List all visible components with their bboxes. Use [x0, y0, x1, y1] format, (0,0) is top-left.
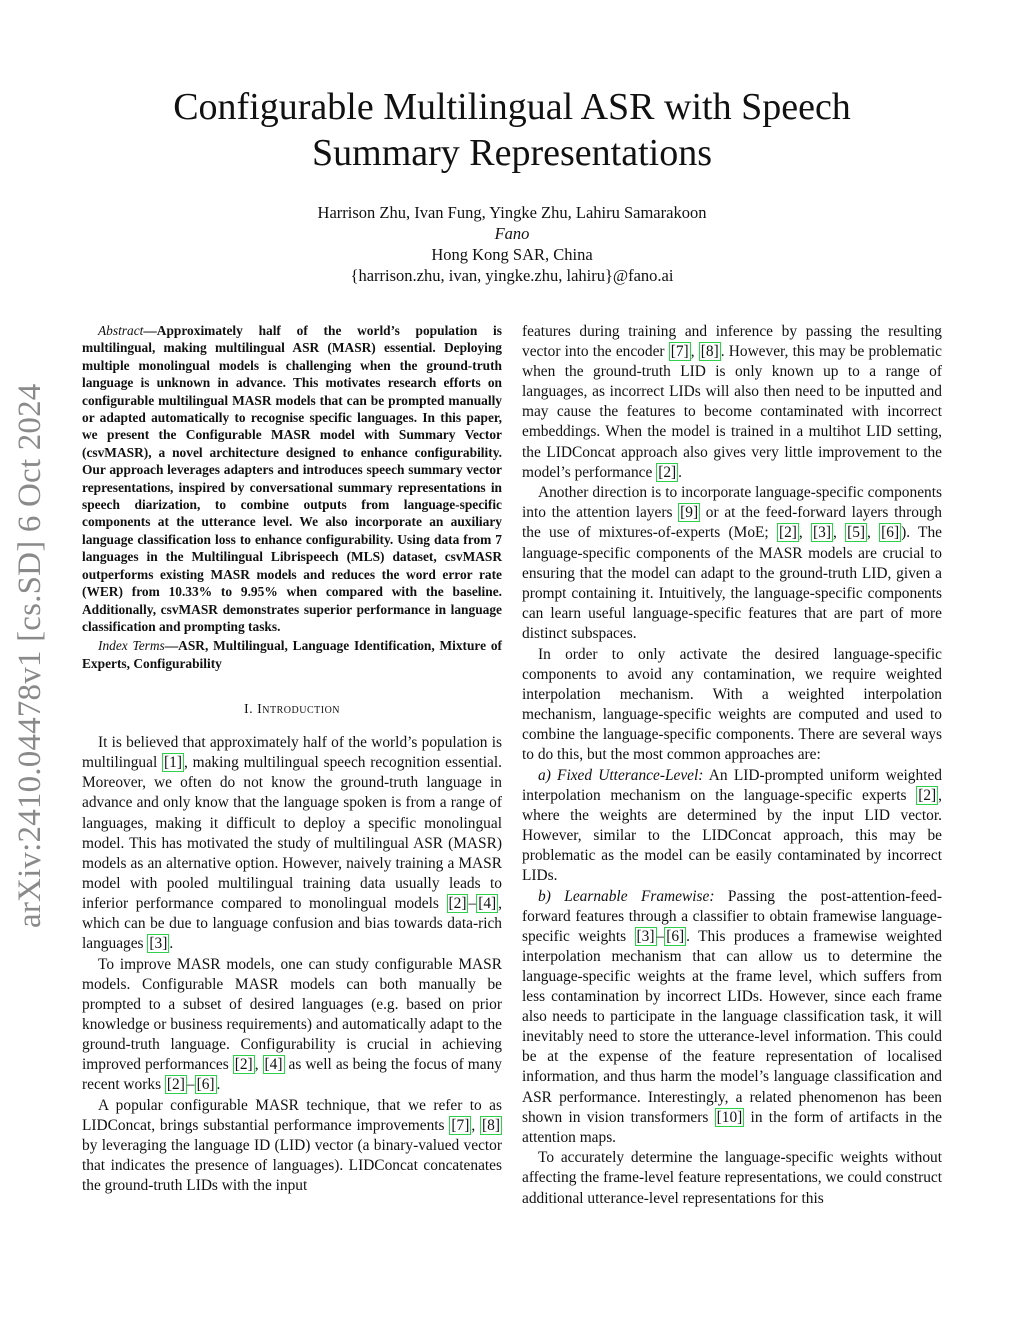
citation-link[interactable]: [4] — [478, 894, 497, 912]
paragraph-text: , — [832, 524, 846, 542]
paragraph-text: . However, this may be problematic when the ground-truth LID is only known up to a range of languages, as incorrect LIDs will also then need to be inputted and may cause the features to become contaminated with incorrect embeddings. When the model is trained in a multihot LID setting, the LIDConcat approach also gives very little improvement to the model’s performance — [522, 343, 942, 481]
paragraph-text: It is believed that approximately half of the world’s population is multilingual — [82, 734, 502, 772]
citation-link[interactable]: [6] — [881, 524, 900, 542]
section-heading-introduction — [82, 702, 502, 718]
body-paragraph — [522, 483, 942, 644]
paragraph-text: – — [656, 927, 665, 945]
citation-link[interactable]: [7] — [451, 1116, 470, 1134]
body-paragraph — [522, 322, 942, 483]
section-title: Introduction — [257, 702, 341, 718]
citation-link[interactable]: [9] — [680, 504, 699, 522]
paragraph-text: – — [186, 1076, 195, 1094]
body-paragraph — [82, 955, 502, 1096]
abstract-label: Abstract — [98, 323, 144, 338]
body-paragraph — [82, 1096, 502, 1196]
paragraph-text: . — [678, 463, 682, 481]
citation-link[interactable]: [6] — [666, 927, 685, 945]
paragraph-text: To accurately determine the language-specific weights without affecting the frame-level feature representations, we could construct additional utterance-level representations for this — [522, 1149, 942, 1207]
left-column — [82, 322, 502, 1197]
citation-link[interactable]: [3] — [149, 935, 168, 953]
citation-link[interactable]: [2] — [658, 463, 677, 481]
paragraph-text: Another direction is to incorporate language-specific components into the attention layers — [522, 484, 942, 522]
paragraph-text: in the form of artifacts in the attention maps. — [522, 1108, 943, 1146]
paragraph-text: ). The language-specific components of the MASR models are crucial to ensuring that the model can adapt to the ground-truth LID, given a prompt containing it. Intuitively, the language-specific components can learn useful language-specific features that are part of more distinct subspaces. — [522, 524, 942, 642]
citation-link[interactable]: [8] — [482, 1116, 500, 1134]
paragraph-text: , making multilingual speech recognition essential. Moreover, we often do not know the ground-truth language in advance and only know that the language spoken is from a range of languages, making it difficult to deploy a specific monolingual model. This has motivated the study of multilingual ASR (MASR) models as an alternative option. However, naively training a MASR model with pooled multilingual training data usually leads to inferior performance compared to monolingual models — [82, 754, 502, 912]
body-paragraph — [82, 733, 502, 954]
paragraph-text: A popular configurable MASR technique, that we refer to as LIDConcat, brings substantial performance improvements — [82, 1096, 502, 1134]
abstract — [82, 322, 502, 635]
body-paragraph — [522, 887, 942, 1148]
author-names: Harrison Zhu, Ivan Fung, Yingke Zhu, Lahiru Samarakoon — [317, 203, 707, 222]
citation-link[interactable]: [3] — [636, 927, 655, 945]
body-paragraph — [522, 766, 942, 887]
paragraph-text: . This produces a framewise weighted interpolation mechanism that can allow us to determine the language-specific weights at the frame level, which suffers from less contamination by incorrect LIDs. However, since each frame also needs to participate in the language classification task, it will inevitably need to store the utterance-level information. This could be at the expense of the feature representation of localised information, and thus harm the model’s language classification and ASR performance. Interestingly, a related phenomenon has been shown in vision transformers — [522, 927, 942, 1126]
paragraph-text: features during training and inference by passing the resulting vector into the encoder — [522, 323, 942, 361]
citation-link[interactable]: [2] — [778, 524, 797, 542]
paragraph-text: . — [216, 1076, 221, 1094]
paragraph-text: , — [798, 524, 812, 542]
paragraph-text: , — [690, 343, 699, 361]
citation-link[interactable]: [10] — [716, 1108, 743, 1126]
paragraph-text: An LID-prompted uniform weighted interpolation mechanism on the language-specific experts — [522, 766, 943, 804]
paragraph-text: , where the weights are determined by the input LID vector. However, similar to the LIDConcat approach, this may be problematic as the model can be easily contaminated by incorrect LIDs. — [522, 786, 942, 885]
citation-link[interactable]: [1] — [164, 754, 182, 772]
body-paragraph — [522, 645, 942, 766]
author-block — [80, 202, 944, 286]
paragraph-text: In order to only activate the desired language-specific components to avoid any contamination, we require weighted interpolation mechanism. With a weighted interpolation mechanism, language-specific weights are computed and used to combine the language-specific components. There are several ways to do this, but the most common approaches are: — [522, 645, 942, 763]
paragraph-text: , which can be due to language confusion and bias towards data-rich languages — [82, 894, 502, 953]
section-numeral: I. — [243, 702, 254, 718]
run-in-heading: b) Learnable Framewise: — [538, 887, 715, 905]
citation-link[interactable]: [8] — [700, 343, 719, 361]
citation-link[interactable]: [2] — [166, 1076, 185, 1094]
paragraph-text: as well as being the focus of many recent works — [82, 1056, 502, 1094]
paragraph-text: or at the feed-forward layers through the use of mixtures-of-experts (MoE; — [522, 504, 942, 542]
index-terms — [82, 637, 502, 672]
citation-link[interactable]: [4] — [264, 1056, 283, 1074]
right-body-text — [522, 322, 942, 1209]
abstract-text: —Approximately half of the world’s population is multilingual, making multilingual ASR (MASR) essential. Deploying multiple monolingual models is challenging when the ground-truth language is unknown in advance. This motivates research efforts on configurable multilingual MASR models that can be prompted manually or adapted automatically to recognise specific languages. In this paper, we present the Configurable MASR model with Summary Vector (csvMASR), a novel architecture designed to enhance configurability. Our approach leverages adapters and introduces speech summary vector representations, inspired by conversational summary representations in speech diarization, to combine outputs from language-specific components at the utterance level. We also incorporate an auxiliary language classification loss to enhance configurability. Using data from 7 languages in the Multilingual Librispeech (MLS) dataset, csvMASR outperforms existing MASR models and reduces the word error rate (WER) from 10.33% to 9.95% when compared with the baseline. Additionally, csvMASR demonstrates superior performance in language classification and prompting tasks. — [82, 323, 502, 634]
paragraph-text: , — [471, 1116, 481, 1134]
paper-title — [80, 84, 944, 176]
title-line-2: Summary Representations — [312, 132, 712, 174]
index-terms-text: —ASR, Multilingual, Language Identification, Mixture of Experts, Configurability — [82, 638, 503, 671]
citation-link[interactable]: [2] — [234, 1056, 253, 1074]
index-terms-label: Index Terms — [98, 638, 165, 654]
paragraph-text: by leveraging the language ID (LID) vector (a binary-valued vector that indicates the presence of languages). LIDConcat concatenates the ground-truth LIDs with the input — [82, 1137, 502, 1195]
affiliation: Fano — [494, 224, 530, 243]
title-line-1: Configurable Multilingual ASR with Speech — [173, 86, 851, 128]
run-in-heading: a) Fixed Utterance-Level: — [538, 766, 704, 784]
author-emails: {harrison.zhu, ivan, yingke.zhu, lahiru}@fano.ai — [350, 266, 674, 285]
citation-link[interactable]: [3] — [813, 524, 831, 542]
paragraph-text: . — [169, 935, 174, 953]
paragraph-text: Passing the post-attention-feed-forward features through a classifier to obtain framewise language-specific weights — [522, 887, 942, 945]
paragraph-text: – — [468, 894, 477, 912]
right-column — [522, 322, 942, 1209]
citation-link[interactable]: [6] — [196, 1076, 215, 1094]
body-paragraph — [522, 1148, 942, 1208]
location: Hong Kong SAR, China — [431, 245, 593, 264]
paragraph-text: , — [254, 1056, 263, 1074]
left-body-text — [82, 733, 502, 1196]
paragraph-text: , — [867, 524, 880, 542]
arxiv-identifier: arXiv:2410.04478v1 [cs.SD] 6 Oct 2024 — [12, 383, 48, 928]
citation-link[interactable]: [2] — [448, 894, 467, 912]
citation-link[interactable]: [5] — [847, 524, 866, 542]
citation-link[interactable]: [7] — [670, 343, 689, 361]
paragraph-text: To improve MASR models, one can study configurable MASR models. Configurable MASR models can both manually be prompted to a subset of desired languages (e.g. based on prior knowledge or business requirements) and automatically adapt to the ground-truth language. Configurability is crucial in achieving improved performances — [82, 955, 502, 1074]
citation-link[interactable]: [2] — [918, 786, 937, 804]
